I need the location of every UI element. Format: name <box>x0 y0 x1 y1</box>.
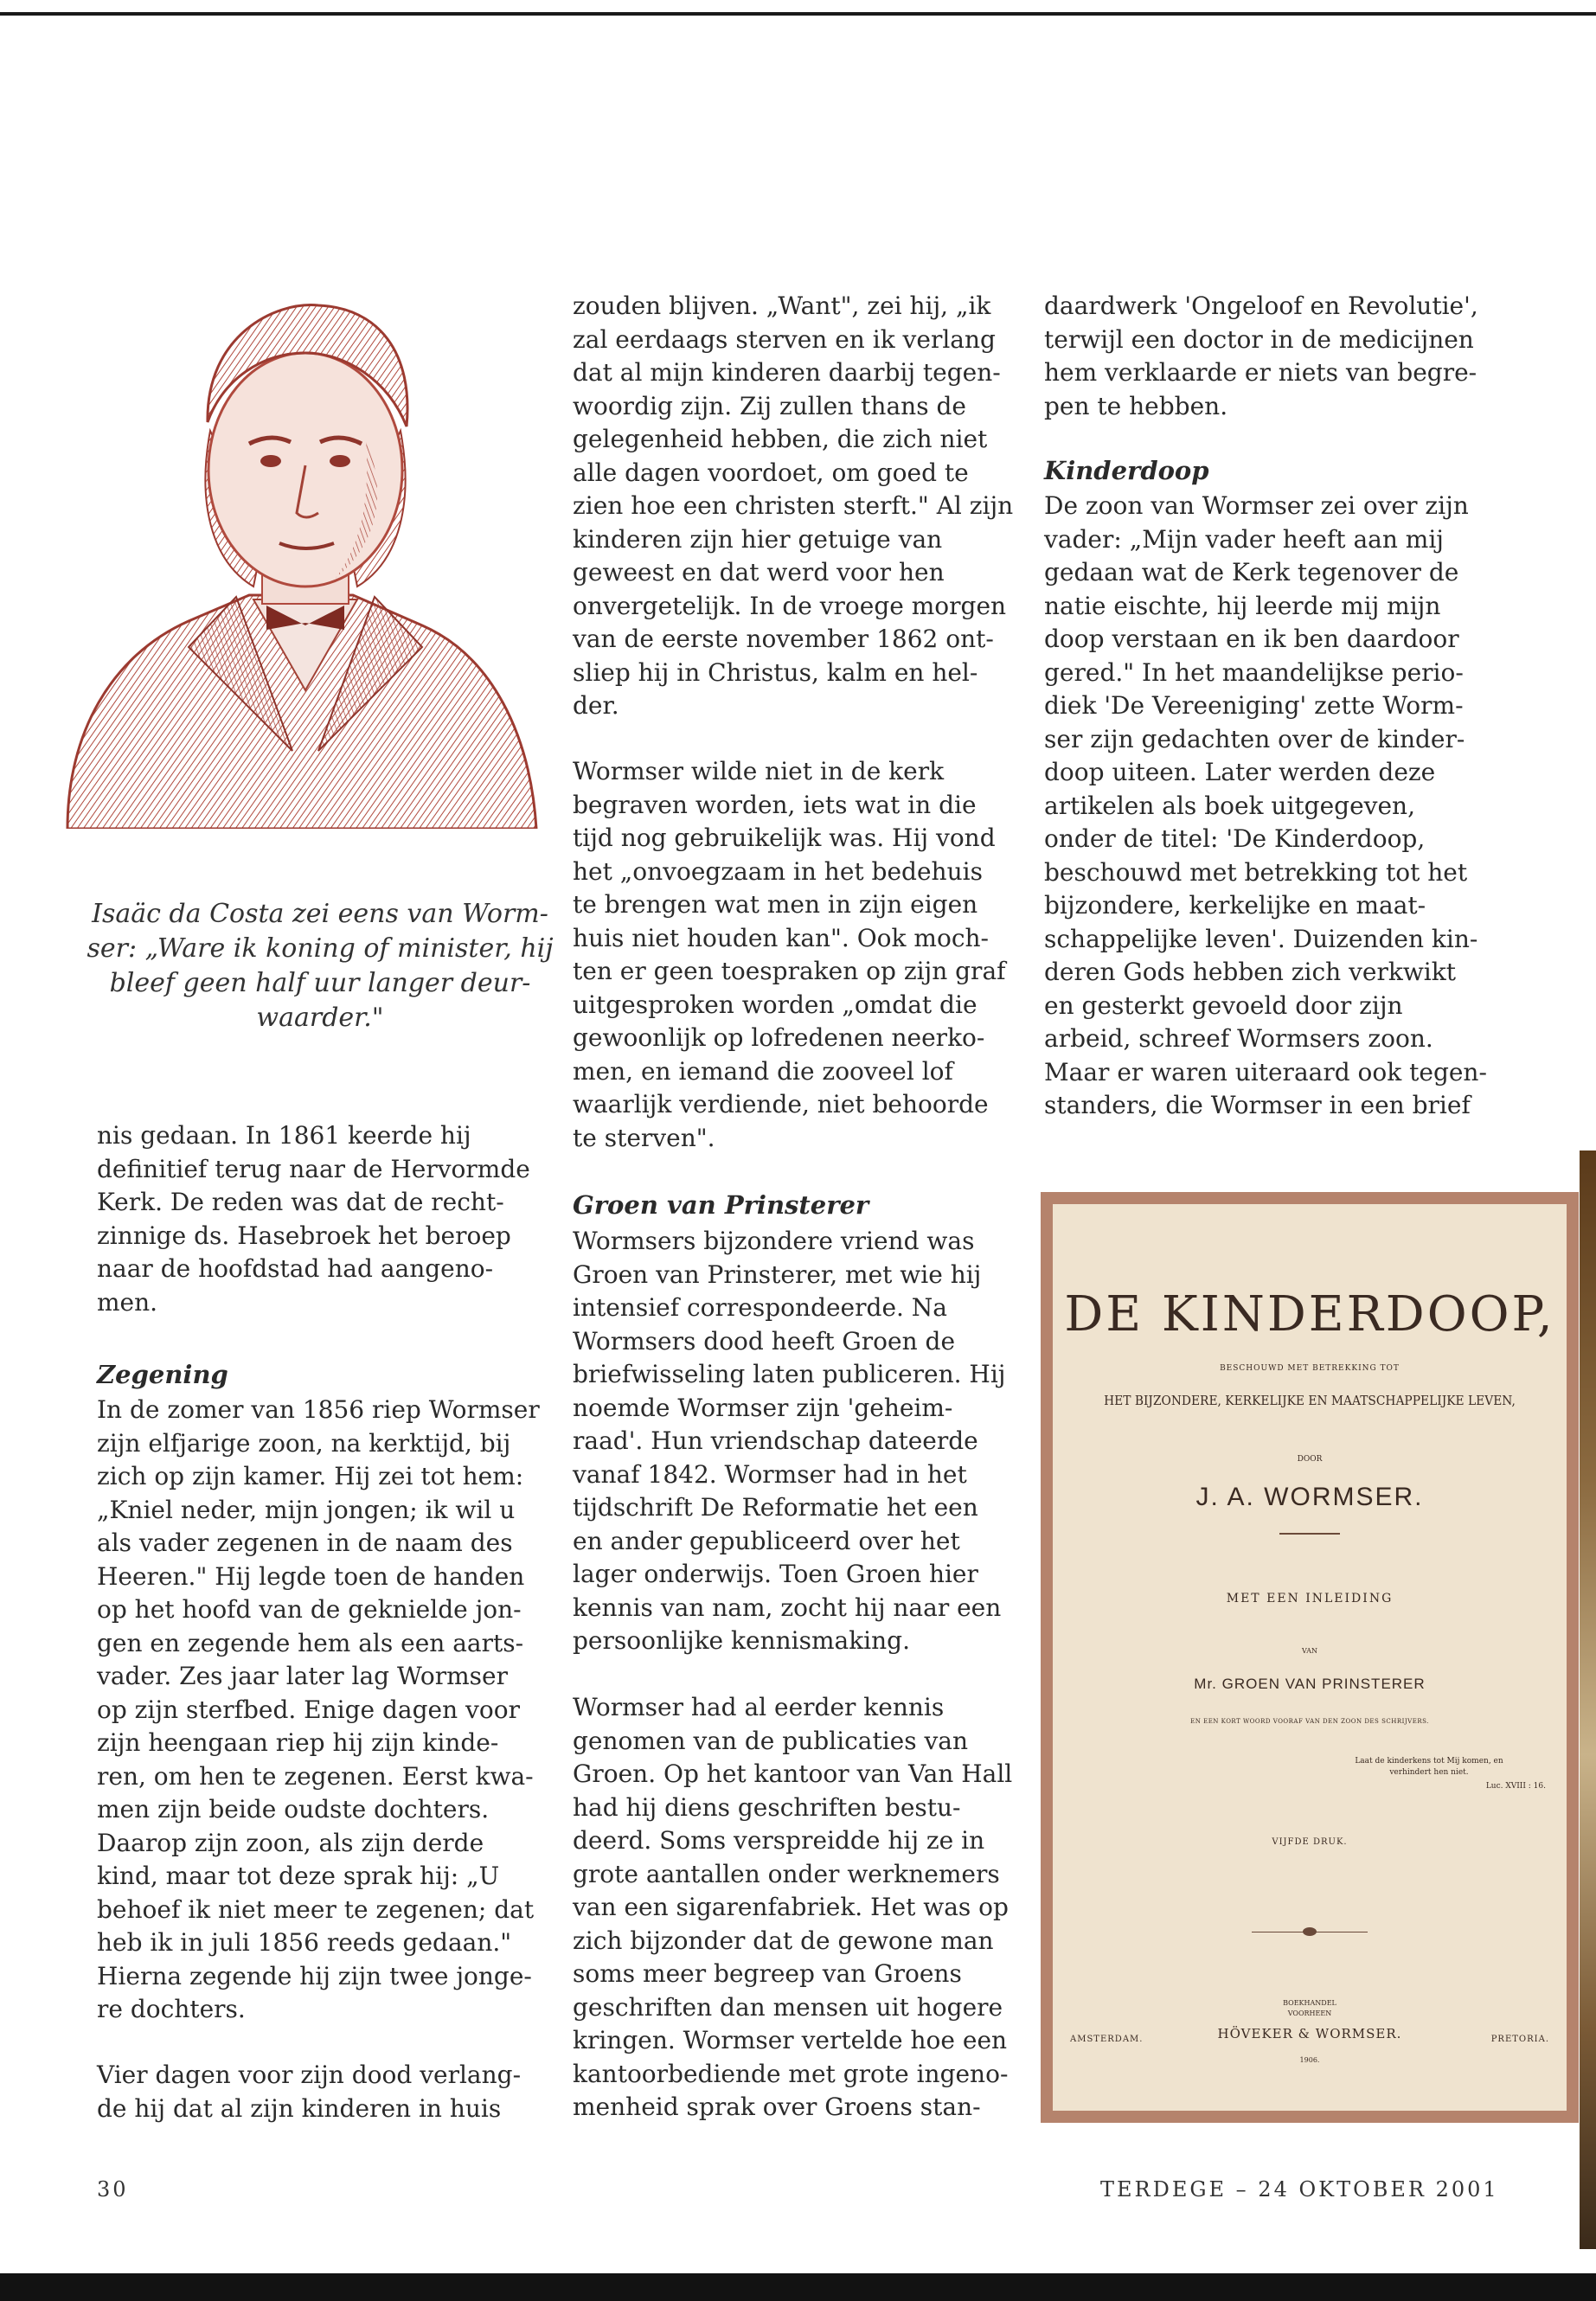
portrait-engraving <box>59 284 543 829</box>
col2-paragraph-1: zouden blijven. „Want", zei hij, „ik zal eerdaags sterven en ik verlang dat al mijn kinderen daarbij tegen- woordig zijn. Zij zullen thans de gelegenheid hebben, die zich niet alle dagen voordoet, om goed te zien hoe een christen sterft." Al zijn kinderen zijn hier getuige van geweest en dat werd voor hen onvergetelijk. In de vroege morgen van de eerste november 1862 ont- sliep hij in Christus, kalm en hel- der. <box>573 292 1014 720</box>
col1-paragraph-2: In de zomer van 1856 riep Wormser zijn elfjarige zoon, na kerktijd, bij zich op zijn kamer. Hij zei tot hem: „Kniel neder, mijn jongen; ik wil u als vader zegenen in de naam des Heeren." Hij legde toen de handen op het hoofd van de geknielde jon- gen en zegende hem als een aarts- vader. Zes jaar later lag Wormser op zijn sterfbed. Enige dagen voor zijn heengaan riep hij zijn kinde- ren, om hen te zegenen. Eerst kwa- men zijn beide oudste dochters. Daarop zijn zoon, als zijn derde kind, maar tot deze sprak hij: „U behoef ik niet meer te zegenen; dat heb ik in juli 1856 reeds gedaan." Hierna zegende hij zijn twee jonge- re dochters. <box>97 1395 540 2023</box>
adjacent-page-edge <box>1580 1150 1596 2249</box>
book-door: DOOR <box>1297 1455 1323 1464</box>
book-note: EN EEN KORT WOORD VOORAF VAN DEN ZOON DES SCHRIJVERS. <box>1190 1718 1429 1725</box>
book-city-left: AMSTERDAM. <box>1070 2035 1144 2044</box>
book-rule <box>1279 1533 1340 1535</box>
col2-paragraph-3: Wormsers bijzondere vriend was Groen van Prinsterer, met wie hij intensief correspondeerde. Na Wormsers dood heeft Groen de briefwisseling laten publiceren. Hij noemde Wormser zijn 'geheim- raad'. Hun vriendschap dateerde vanaf 1842. Wormser had in het tijdschrift De Reformatie het een en ander gepubliceerd over het lager onderwijs. Toen Groen hier kennis van nam, zocht hij naar een persoonlijke kennismaking. <box>573 1227 1006 1655</box>
col1-paragraph-3: Vier dagen voor zijn dood verlang- de hij dat al zijn kinderen in huis <box>97 2061 522 2123</box>
book-ornament <box>1303 1927 1317 1936</box>
book-subtitle: HET BIJZONDERE, KERKELIJKE EN MAATSCHAPPELIJKE LEVEN, <box>1104 1393 1516 1408</box>
col3-paragraph-2: De zoon van Wormser zei over zijn vader: „Mijn vader heeft aan mij gedaan wat de Kerk tegenover de natie eischte, hij leerde mij mijn doop verstaan en ik ben daardoor gered." In het maandelijkse perio- diek 'De Vereeniging' zette Worm- ser zijn gedachten over de kinder- doop uiteen. Later werden deze artikelen als boek uitgegeven, onder de titel: 'De Kinderdoop, beschouwd met betrekking tot het bijzondere, kerkelijke en maat- schappelijke leven'. Duizenden kin- deren Gods hebben zich verkwikt en gesterkt gevoeld door zijn arbeid, schreef Wormsers zoon. Maar er waren uiteraard ook tegen- standers, die Wormser in een brief <box>1044 491 1487 1119</box>
heading-groen-van-prinsterer: Groen van Prinsterer <box>573 1190 869 1220</box>
book-publisher: HÖVEKER & WORMSER. <box>1217 2026 1402 2041</box>
book-city-right: PRETORIA. <box>1490 2035 1549 2044</box>
book-quote: Laat de kinderkens tot Mij komen, en verhindert hen niet. <box>1355 1757 1503 1777</box>
magazine-footer: TERDEGE – 24 OKTOBER 2001 <box>1100 2177 1499 2202</box>
col2-paragraph-2: Wormser wilde niet in de kerk begraven worden, iets wat in die tijd nog gebruikelijk was. Hij vond het „onvoegzaam in het bedehuis te brengen wat men in zijn eigen huis niet houden kan". Ook moch- ten er geen toespraken op zijn graf uitgesproken worden „omdat die gewoonlijk op lofredenen neerko- men, en iemand die zooveel lof waarlijk verdiende, niet behoorde te sterven". <box>573 757 1006 1152</box>
page-number: 30 <box>97 2177 129 2202</box>
book-year: 1906. <box>1299 2056 1320 2064</box>
bottom-bar <box>0 2273 1596 2301</box>
top-rule <box>0 12 1596 16</box>
book-quote-ref: Luc. XVIII : 16. <box>1485 1782 1546 1791</box>
book-intro: MET EEN INLEIDING <box>1226 1592 1394 1606</box>
col3-paragraph-1: daardwerk 'Ongeloof en Revolutie', terwijl een doctor in de medicijnen hem verklaarde er niets van begre- pen te hebben. <box>1044 292 1478 420</box>
book-intro-author: Mr. GROEN VAN PRINSTERER <box>1194 1676 1426 1692</box>
heading-zegening: Zegening <box>97 1360 228 1389</box>
book-subtitle-small: BESCHOUWD MET BETREKKING TOT <box>1220 1364 1400 1373</box>
book-publisher-small: BOEKHANDEL VOORHEEN <box>1283 1999 1336 2017</box>
book-title-page <box>1041 1192 1579 2123</box>
book-edition: VIJFDE DRUK. <box>1272 1837 1348 1847</box>
col2-paragraph-4: Wormser had al eerder kennis genomen van de publicaties van Groen. Op het kantoor van Van Hall had hij diens geschriften bestu- deerd. Soms verspreidde hij ze in grote aantallen onder werknemers van een sigarenfabriek. Het was op zich bijzonder dat de gewone man soms meer begreep van Groens geschriften dan mensen uit hogere kringen. Wormser vertelde hoe een kantoorbediende met grote ingeno- menheid sprak over Groens stan- <box>573 1693 1013 2121</box>
book-author: J. A. WORMSER. <box>1195 1483 1424 1511</box>
col1-paragraph-1: nis gedaan. In 1861 keerde hij definitief terug naar de Hervormde Kerk. De reden was dat de recht- zinnige ds. Hasebroek het beroep naar de hoofdstad had aangeno- men. <box>97 1121 530 1317</box>
book-van: VAN <box>1301 1647 1317 1655</box>
heading-kinderdoop: Kinderdoop <box>1044 456 1209 485</box>
portrait-caption: Isaäc da Costa zei eens van Worm- ser: „Ware ik koning of minister, hij bleef geen half uur langer deur- waarder." <box>87 899 554 1033</box>
book-title: DE KINDERDOOP, <box>1064 1286 1555 1343</box>
